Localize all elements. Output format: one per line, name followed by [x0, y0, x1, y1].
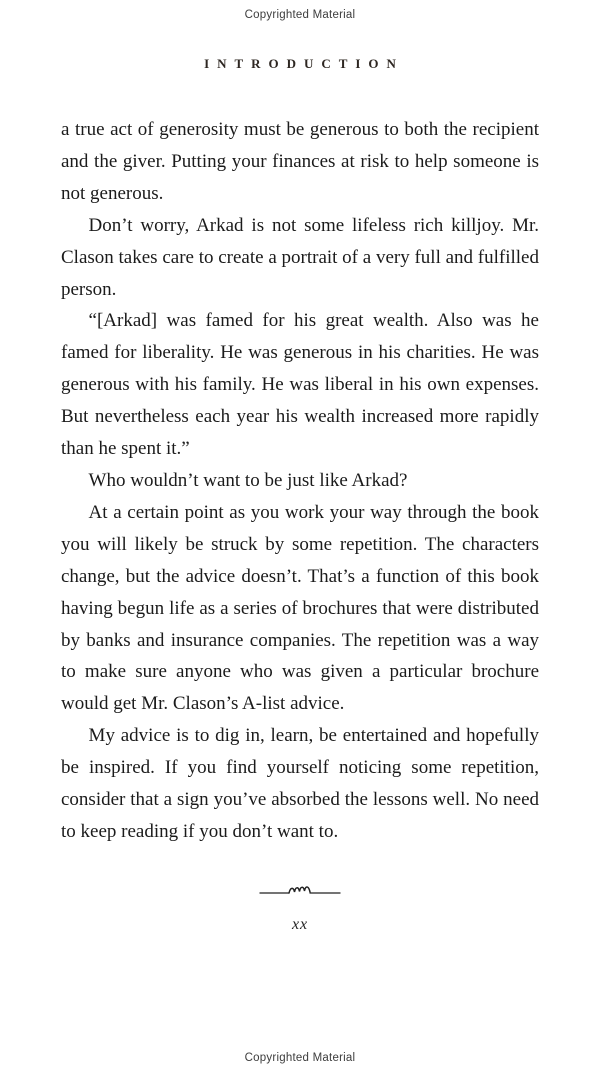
page-number: xx — [291, 915, 309, 933]
body-paragraph-5: At a certain point as you work your way through the book you will likely be struck by some repetition. The characters change, but the advice doesn’t. That’s a function of this book having begun life as a series of brochures that were distributed by banks and insurance companies. The repetition was a way to make sure anyone who was given a particular brochure would get Mr. Clason’s A-list advice. — [61, 501, 539, 715]
body-paragraph-3: “[Arkad] was famed for his great wealth. Also was he famed for liberality. He was generous in his charities. He was generous with his family. He was liberal in his own expenses. But nevertheless each year his wealth increased more rapidly than he spent it.” — [61, 310, 539, 460]
body-text — [61, 114, 539, 848]
squiggle-ornament-icon — [258, 883, 342, 899]
body-paragraph-6: My advice is to dig in, learn, be entertained and hopefully be inspired. If you find yourself noticing some repetition, consider that a sign you’ve absorbed the lessons well. No need to keep reading if you don’t want to. — [61, 725, 539, 842]
copyright-notice-bottom: Copyrighted Material — [244, 1052, 356, 1064]
chapter-title: introduction — [204, 52, 404, 73]
body-paragraph-2: Don’t worry, Arkad is not some lifeless rich killjoy. Mr. Clason takes care to create a portrait of a very full and fulfilled person. — [61, 214, 539, 300]
copyright-notice-top: Copyrighted Material — [244, 9, 356, 21]
body-paragraph-1: a true act of generosity must be generous to both the recipient and the giver. Putting your finances at risk to help someone is not generous. — [61, 119, 539, 204]
body-paragraph-4: Who wouldn’t want to be just like Arkad? — [88, 469, 408, 491]
section-divider — [258, 882, 342, 900]
